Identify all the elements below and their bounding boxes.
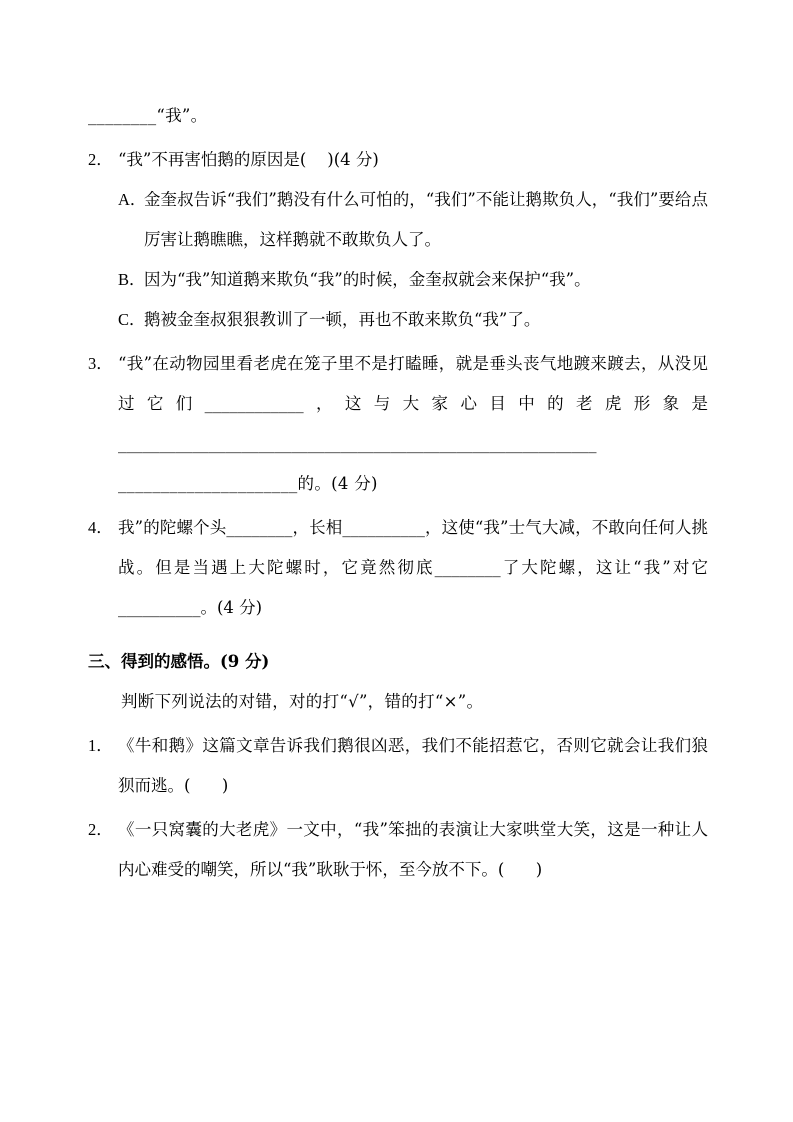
section-heading-three: 三、得到的感悟。(9 分) — [88, 652, 270, 671]
question-4-number: 4． — [88, 518, 113, 537]
judgment-item-2-row — [88, 810, 708, 890]
question-3 — [88, 344, 708, 504]
continued-blank-fragment: ________“我”。 — [88, 106, 208, 125]
option-a-label: A． — [118, 190, 147, 209]
judgment-item-2-number: 2． — [88, 820, 113, 839]
option-b-text: 因为“我”知道鹅来欺负“我”的时候，金奎叔就会来保护“我”。 — [144, 270, 591, 289]
option-b-label: B． — [118, 270, 146, 289]
option-c-text: 鹅被金奎叔狠狠教训了一顿，再也不敢来欺负“我”了。 — [144, 310, 541, 329]
judgment-item-1-text[interactable]: 《牛和鹅》这篇文章告诉我们鹅很凶恶，我们不能招惹它，否则它就会让我们狼狈而逃。( ) — [118, 736, 708, 795]
question-3-stem-row — [88, 344, 708, 464]
question-4 — [88, 508, 708, 628]
question-2-number: 2． — [88, 150, 113, 169]
question-4-stem-row — [88, 508, 708, 628]
question-2 — [88, 140, 708, 340]
judgment-item-2 — [88, 810, 708, 890]
section-instruction: 判断下列说法的对错，对的打“√”，错的打“×”。 — [121, 692, 484, 711]
question-2-option-b[interactable] — [88, 260, 708, 300]
question-3-number: 3． — [88, 354, 113, 373]
question-2-option-a[interactable] — [88, 180, 708, 260]
judgment-item-1-number: 1． — [88, 736, 113, 755]
question-3-continuation[interactable]: _____________________的。(4 分) — [118, 474, 378, 493]
option-c-label: C． — [118, 310, 146, 329]
judgment-item-1-row — [88, 726, 708, 806]
question-2-option-c[interactable] — [88, 300, 708, 340]
question-4-stem[interactable]: 我”的陀螺个头________，长相__________，这使“我”士气大减，不敢向任何人挑战。但是当遇上大陀螺时，它竟然彻底________了大陀螺，这让“我”对它__________。(4 分) — [118, 518, 708, 617]
option-a-text: 金奎叔告诉“我们”鹅没有什么可怕的，“我们”不能让鹅欺负人，“我们”要给点厉害让鹅瞧瞧，这样鹅就不敢欺负人了。 — [144, 190, 708, 249]
question-2-stem[interactable]: “我”不再害怕鹅的原因是( )(4 分) — [118, 150, 379, 169]
question-3-stem[interactable]: “我”在动物园里看老虎在笼子里不是打瞌睡，就是垂头丧气地踱来踱去，从没见过它们____________，这与大家心目中的老虎形象是__________________________________________________________ — [118, 354, 708, 453]
page-content — [88, 96, 708, 890]
question-2-stem-row — [88, 140, 708, 180]
judgment-item-1 — [88, 726, 708, 806]
judgment-item-2-text[interactable]: 《一只窝囊的大老虎》一文中，“我”笨拙的表演让大家哄堂大笑，这是一种让人内心难受的嘲笑，所以“我”耿耿于怀，至今放不下。( ) — [118, 820, 708, 879]
